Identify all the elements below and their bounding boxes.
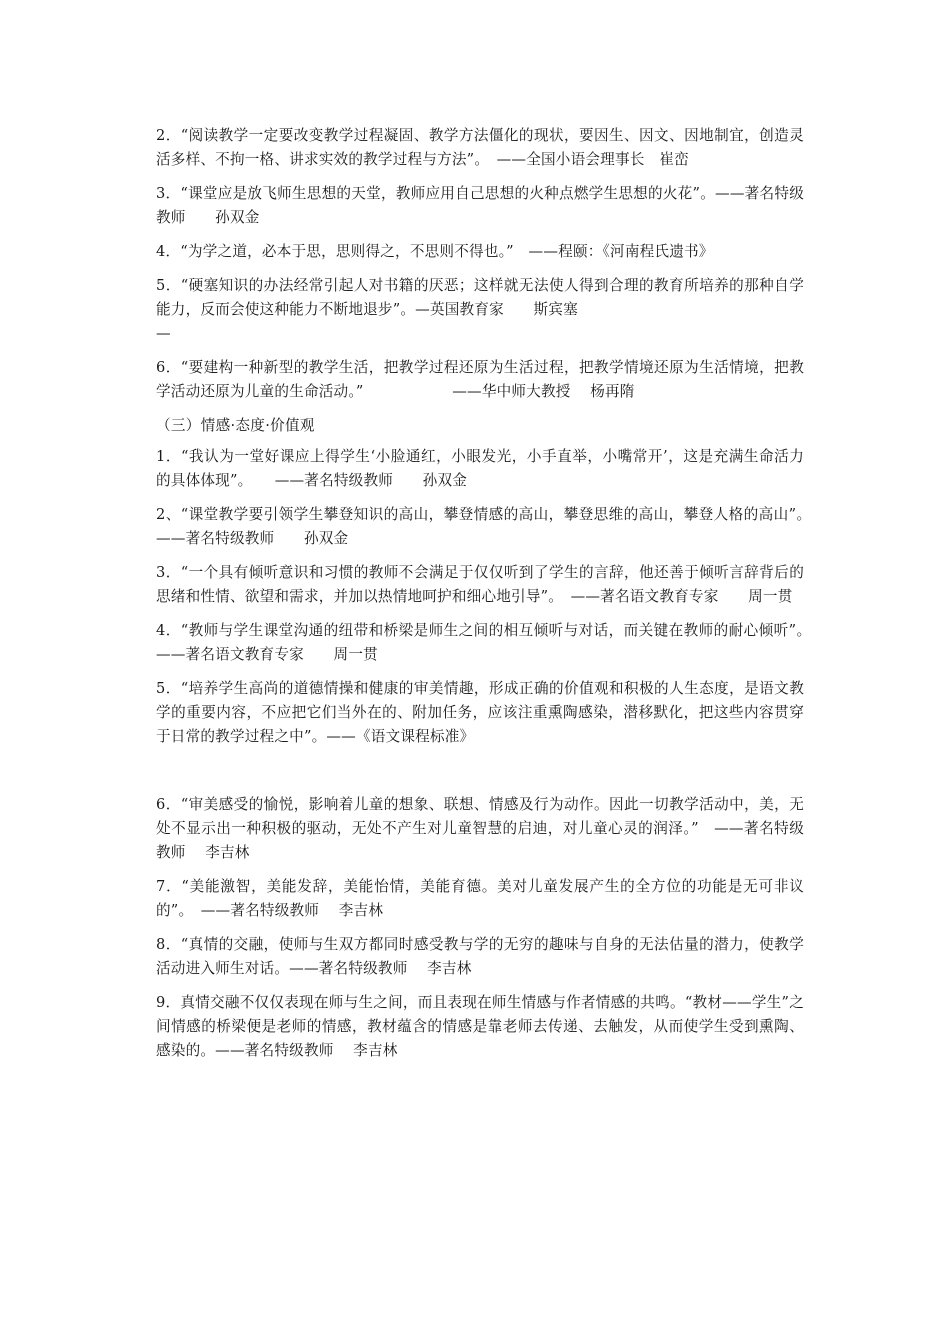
quote-item: 7．“美能激智，美能发辞，美能怡情，美能育德。美对儿童发展产生的全方位的功能是无可非议的”。 ——著名特级教师 李吉林 — [156, 878, 804, 919]
quote-item: 1．“我认为一堂好课应上得学生‘小脸通红，小眼发光，小手直举，小嘴常开’，这是充满生命活力的具体体现”。 ——著名特级教师 孙双金 — [156, 448, 804, 489]
quote-item: 5．“培养学生高尚的道德情操和健康的审美情趣，形成正确的价值观和积极的人生态度，是语文教学的重要内容，不应把它们当外在的、附加任务，应该注重熏陶感染，潜移默化，把这些内容贯穿于日常的教学过程之中”。——《语文课程标准》 — [156, 680, 804, 745]
quote-item: 3．“一个具有倾听意识和习惯的教师不会满足于仅仅听到了学生的言辞，他还善于倾听言辞背后的思绪和性情、欲望和需求，并加以热情地呵护和细心地引导”。 ——著名语文教育专家 周一贯 — [156, 564, 804, 605]
quote-item: 4．“教师与学生课堂沟通的纽带和桥梁是师生之间的相互倾听与对话，而关键在教师的耐心倾听”。 ——著名语文教育专家 周一贯 — [156, 622, 819, 663]
quote-item: 5．“硬塞知识的办法经常引起人对书籍的厌恶；这样就无法使人得到合理的教育所培养的那种自学能力，反而会使这种能力不断地退步”。—英国教育家 斯宾塞 — — [156, 277, 804, 342]
document-page — [156, 124, 834, 1073]
section-heading: （三）情感·态度·价值观 — [156, 417, 315, 434]
quote-item: 3．“课堂应是放飞师生思想的天堂，教师应用自己思想的火种点燃学生思想的火花”。——著名特级教师 孙双金 — [156, 185, 804, 226]
quote-item: 6．“要建构一种新型的教学生活，把教学过程还原为生活过程，把教学情境还原为生活情境，把教学活动还原为儿童的生命活动。” ——华中师大教授 杨再隋 — [156, 359, 804, 400]
quote-item: 4．“为学之道，必本于思，思则得之，不思则不得也。” ——程颐：《河南程氏遗书》 — [156, 243, 714, 260]
quote-item: 8．“真情的交融，使师与生双方都同时感受教与学的无穷的趣味与自身的无法估量的潜力，使教学活动进入师生对话。——著名特级教师 李吉林 — [156, 936, 804, 977]
quote-item: 2、“课堂教学要引领学生攀登知识的高山，攀登情感的高山，攀登思维的高山，攀登人格的高山”。 ——著名特级教师 孙双金 — [156, 506, 834, 547]
blank-space — [156, 759, 804, 793]
quote-item: 6．“审美感受的愉悦，影响着儿童的想象、联想、情感及行为动作。因此一切教学活动中，美，无处不显示出一种积极的驱动，无处不产生对儿童智慧的启迪，对儿童心灵的润泽。” ——著名特级教师 李吉林 — [156, 796, 804, 861]
quote-item: 2．“阅读教学一定要改变教学过程凝固、教学方法僵化的现状，要因生、因文、因地制宜，创造灵活多样、不拘一格、讲求实效的教学过程与方法”。 ——全国小语会理事长 崔峦 — [156, 127, 804, 168]
quote-item: 9．真情交融不仅仅表现在师与生之间，而且表现在师生情感与作者情感的共鸣。“教材——学生”之间情感的桥梁便是老师的情感，教材蕴含的情感是靠老师去传递、去触发，从而使学生受到熏陶、感染的。——著名特级教师 李吉林 — [156, 994, 804, 1059]
